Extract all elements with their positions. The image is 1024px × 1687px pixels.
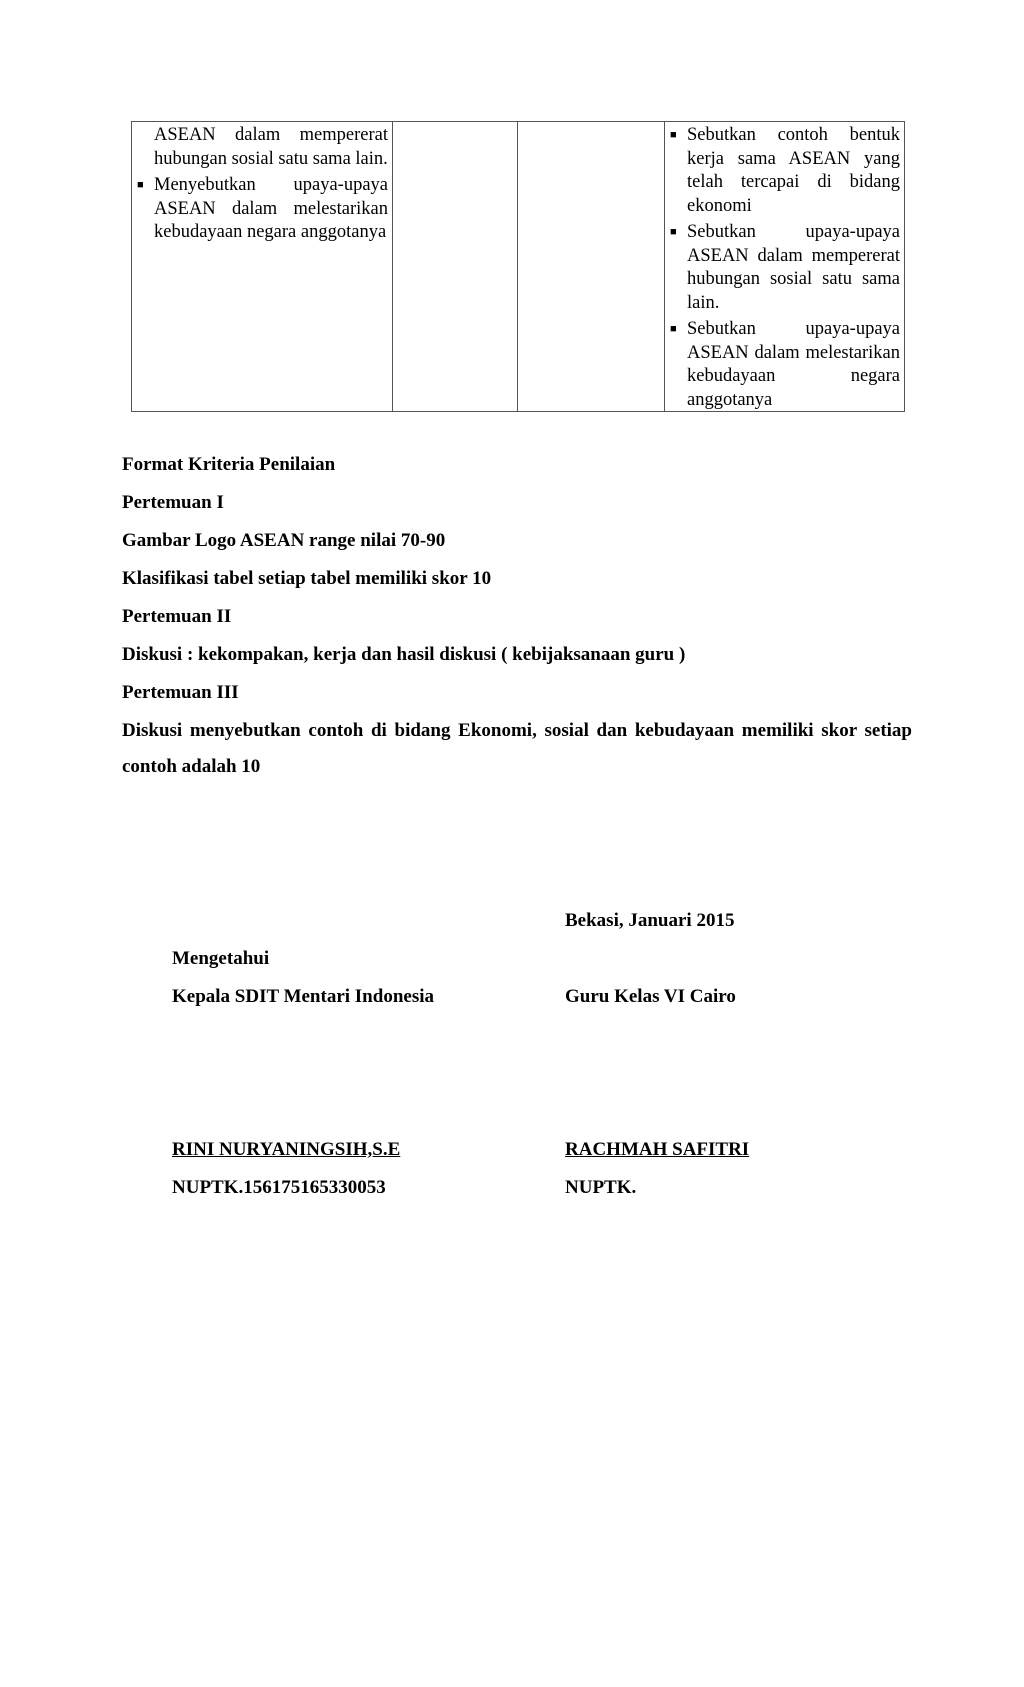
principal-title: Kepala SDIT Mentari Indonesia (172, 986, 434, 1007)
table-cell-questions (665, 122, 904, 411)
square-bullet-icon: ■ (670, 323, 677, 335)
principal-name: RINI NURYANINGSIH,S.E (172, 1139, 401, 1160)
principal-id: NUPTK.156175165330053 (172, 1177, 386, 1198)
item-text: ASEAN dalam mempererat hubungan sosial satu sama lain. (154, 125, 388, 169)
place-date: Bekasi, Januari 2015 (565, 910, 735, 931)
list-item (670, 124, 900, 218)
teacher-title: Guru Kelas VI Cairo (565, 986, 736, 1007)
square-bullet-icon: ■ (670, 226, 677, 238)
item-text: Sebutkan upaya-upaya ASEAN dalam melestarikan kebudayaan negara anggotanya (687, 319, 900, 410)
square-bullet-icon: ■ (137, 179, 144, 191)
table-cell-indicators (132, 122, 393, 411)
meeting-2-title: Pertemuan II (122, 606, 232, 627)
item-text: Sebutkan contoh bentuk kerja sama ASEAN yang telah tercapai di bidang ekonomi (687, 125, 900, 216)
item-text: Menyebutkan upaya-upaya ASEAN dalam melestarikan kebudayaan negara anggotanya (154, 175, 388, 242)
table-cell-empty (518, 122, 665, 411)
meeting-1-title: Pertemuan I (122, 492, 224, 513)
teacher-id: NUPTK. (565, 1177, 637, 1198)
meeting-3-title: Pertemuan III (122, 682, 239, 703)
list-item (137, 174, 388, 245)
list-item (670, 318, 900, 412)
table-cell-empty (393, 122, 518, 411)
acknowledged-label: Mengetahui (172, 948, 270, 969)
list-item (154, 124, 388, 171)
learning-table (131, 121, 905, 412)
square-bullet-icon: ■ (670, 129, 677, 141)
criteria-heading: Format Kriteria Penilaian (122, 454, 336, 475)
list-item (670, 221, 900, 315)
meeting-2-line-1: Diskusi : kekompakan, kerja dan hasil diskusi ( kebijaksanaan guru ) (122, 644, 686, 665)
meeting-1-line-2: Klasifikasi tabel setiap tabel memiliki skor 10 (122, 568, 492, 589)
meeting-3-paragraph: Diskusi menyebutkan contoh di bidang Ekonomi, sosial dan kebudayaan memiliki skor setiap contoh adalah 10 (122, 720, 912, 777)
meeting-1-line-1: Gambar Logo ASEAN range nilai 70-90 (122, 530, 446, 551)
teacher-name: RACHMAH SAFITRI (565, 1139, 750, 1160)
item-text: Sebutkan upaya-upaya ASEAN dalam mempererat hubungan sosial satu sama lain. (687, 222, 900, 313)
